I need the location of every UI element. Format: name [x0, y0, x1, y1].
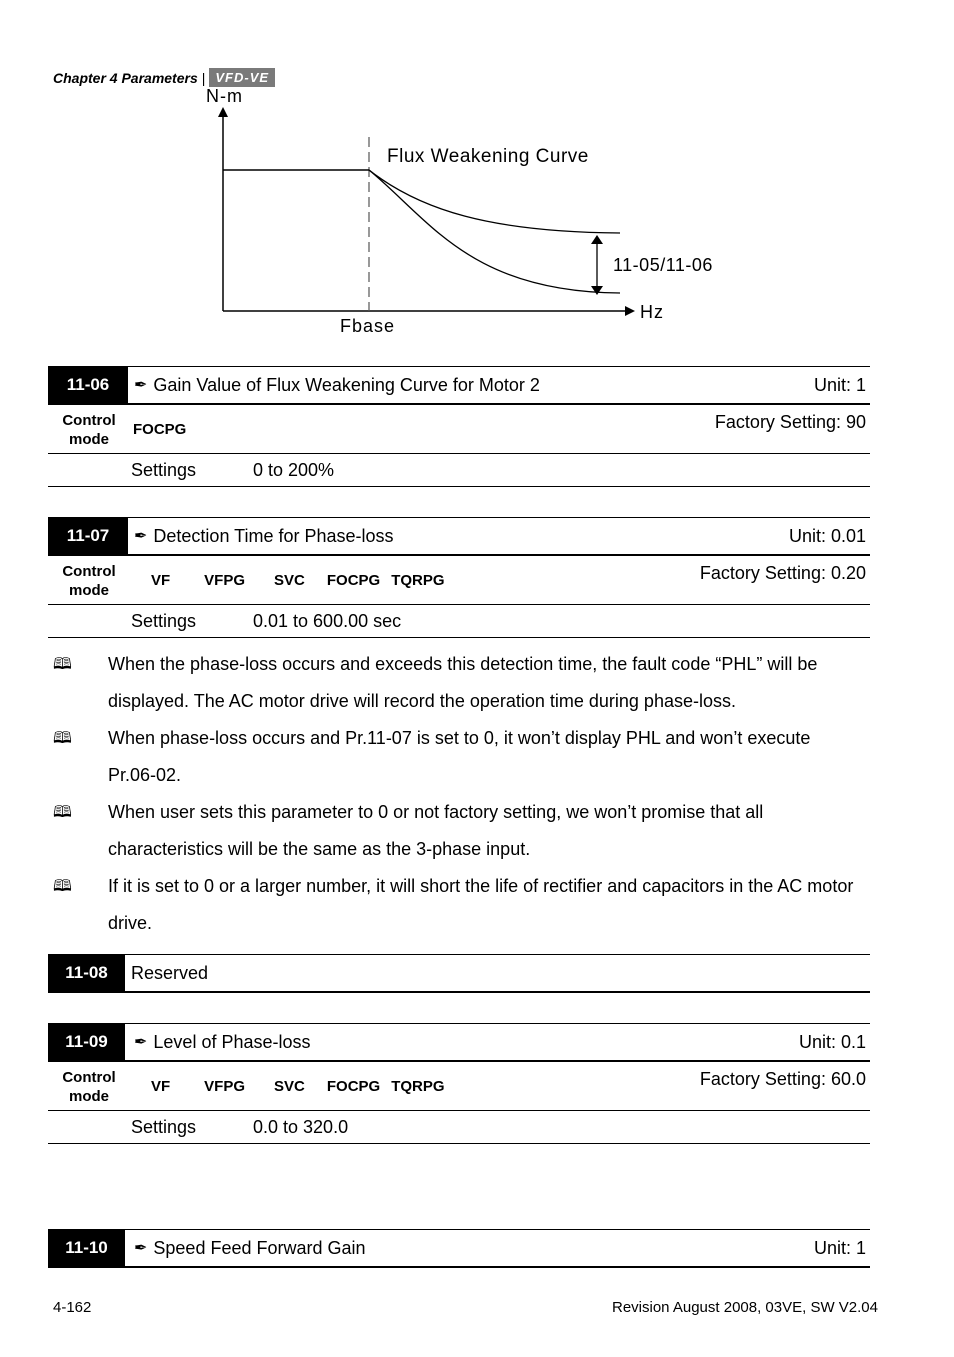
control-mode-label [48, 562, 130, 600]
control-mode-row [48, 556, 870, 605]
fbase-label: Fbase [340, 316, 396, 336]
param-title-row [48, 366, 870, 405]
note-line: drive. [108, 913, 153, 933]
param-title-row [48, 1229, 870, 1268]
note-item [53, 646, 883, 720]
note-item [53, 720, 883, 794]
param-title: Detection Time for Phase-loss [153, 525, 394, 546]
control-modes [132, 405, 186, 453]
param-block-11-07 [48, 517, 870, 638]
flux-weakening-diagram [0, 0, 954, 345]
note-line: displayed. The AC motor drive will record the operation time during phase-loss. [108, 691, 736, 711]
note-line: Pr.06-02. [108, 765, 182, 785]
mode-focpg: FOCPG [326, 1077, 381, 1095]
settings-value: 0.0 to 320.0 [253, 1117, 349, 1137]
header-separator: | [201, 69, 206, 86]
arrow-up-head [591, 235, 603, 244]
x-axis-label: Hz [640, 302, 664, 322]
arrow-down-head [591, 286, 603, 295]
param-id: 11-07 [48, 518, 128, 554]
mode-svc: SVC [274, 571, 305, 589]
param-id: 11-08 [48, 955, 125, 991]
param-unit: Unit: 1 [813, 374, 866, 395]
control-mode-label [48, 411, 130, 449]
param-id: 11-09 [48, 1024, 125, 1060]
control-label-line2: mode [68, 1088, 109, 1105]
curve-label: Flux Weakening Curve [387, 146, 589, 167]
param-title-cell [130, 1230, 366, 1266]
note-line: When user sets this parameter to 0 or not factory setting, we won’t promise that all [108, 802, 764, 822]
param-unit: Unit: 0.1 [798, 1031, 866, 1052]
note-line: characteristics will be the same as the 3-phase input. [108, 839, 531, 859]
control-label-line1: Control [62, 1069, 116, 1086]
settings-label: Settings [131, 460, 197, 480]
note-item [53, 794, 883, 868]
param-title-row [48, 1023, 870, 1062]
upper-curve [369, 170, 620, 233]
mode-vf: VF [151, 571, 171, 589]
mode-focpg: FOCPG [326, 571, 381, 589]
editable-pencil-icon: ✒ [134, 528, 148, 545]
mode-svc: SVC [274, 1077, 305, 1095]
param-title-row [48, 517, 870, 556]
param-block-11-06 [48, 366, 870, 487]
notes-list [53, 646, 883, 942]
editable-pencil-icon: ✒ [134, 1240, 148, 1257]
factory-setting: Factory Setting: 0.20 [699, 563, 866, 583]
param-title: Reserved [131, 962, 209, 983]
param-title-row [48, 954, 870, 993]
book-icon: 🕮 [53, 656, 72, 673]
control-mode-row [48, 1062, 870, 1111]
y-axis-label: N-m [206, 86, 243, 106]
editable-pencil-icon: ✒ [134, 377, 148, 394]
note-item [53, 868, 883, 942]
control-label-line1: Control [62, 563, 116, 580]
param-title-cell [130, 367, 540, 403]
param-title: Gain Value of Flux Weakening Curve for Motor 2 [153, 374, 540, 395]
param-title: Level of Phase-loss [153, 1031, 311, 1052]
mode-vf: VF [151, 1077, 171, 1095]
mode-tqrpg: TQRPG [391, 1077, 445, 1095]
settings-row [48, 605, 870, 638]
book-icon: 🕮 [53, 804, 72, 821]
param-block-11-08 [48, 954, 870, 993]
note-line: If it is set to 0 or a larger number, it will short the life of rectifier and capacitors in the AC motor [108, 876, 854, 896]
control-mode-label [48, 1068, 130, 1106]
settings-value: 0 to 200% [253, 460, 335, 480]
control-modes [132, 556, 445, 604]
param-id: 11-10 [48, 1230, 125, 1266]
factory-setting: Factory Setting: 90 [714, 412, 866, 432]
mode-focpg: FOCPG [133, 420, 187, 438]
control-label-line1: Control [62, 412, 116, 429]
revision-info: Revision August 2008, 03VE, SW V2.04 [612, 1299, 878, 1316]
note-line: When phase-loss occurs and Pr.11-07 is set to 0, it won’t display PHL and won’t execute [108, 728, 811, 748]
factory-setting: Factory Setting: 60.0 [699, 1069, 866, 1089]
param-title-cell [130, 518, 394, 554]
param-id: 11-06 [48, 367, 128, 403]
param-range-label: 11-05/11-06 [613, 255, 713, 275]
control-mode-row [48, 405, 870, 454]
settings-label: Settings [131, 611, 197, 631]
editable-pencil-icon: ✒ [134, 1034, 148, 1051]
book-icon: 🕮 [53, 878, 72, 895]
settings-row [48, 454, 870, 487]
control-modes [132, 1062, 445, 1110]
chapter-title: Chapter 4 Parameters [53, 69, 198, 86]
vfd-ve-logo: VFD-VE [209, 68, 275, 87]
param-unit: Unit: 0.01 [788, 525, 866, 546]
book-icon: 🕮 [53, 730, 72, 747]
settings-value: 0.01 to 600.00 sec [253, 611, 402, 631]
mode-vfpg: VFPG [204, 571, 246, 589]
settings-row [48, 1111, 870, 1144]
param-block-11-09 [48, 1023, 870, 1144]
control-label-line2: mode [68, 431, 109, 448]
mode-tqrpg: TQRPG [391, 571, 445, 589]
param-title: Speed Feed Forward Gain [153, 1237, 366, 1258]
param-block-11-10 [48, 1229, 870, 1268]
settings-label: Settings [131, 1117, 197, 1137]
control-label-line2: mode [68, 582, 109, 599]
param-unit: Unit: 1 [813, 1237, 866, 1258]
note-line: When the phase-loss occurs and exceeds this detection time, the fault code “PHL” will be [108, 654, 818, 674]
mode-vfpg: VFPG [204, 1077, 246, 1095]
param-title-cell [130, 1024, 311, 1060]
page-number: 4-162 [53, 1299, 92, 1316]
